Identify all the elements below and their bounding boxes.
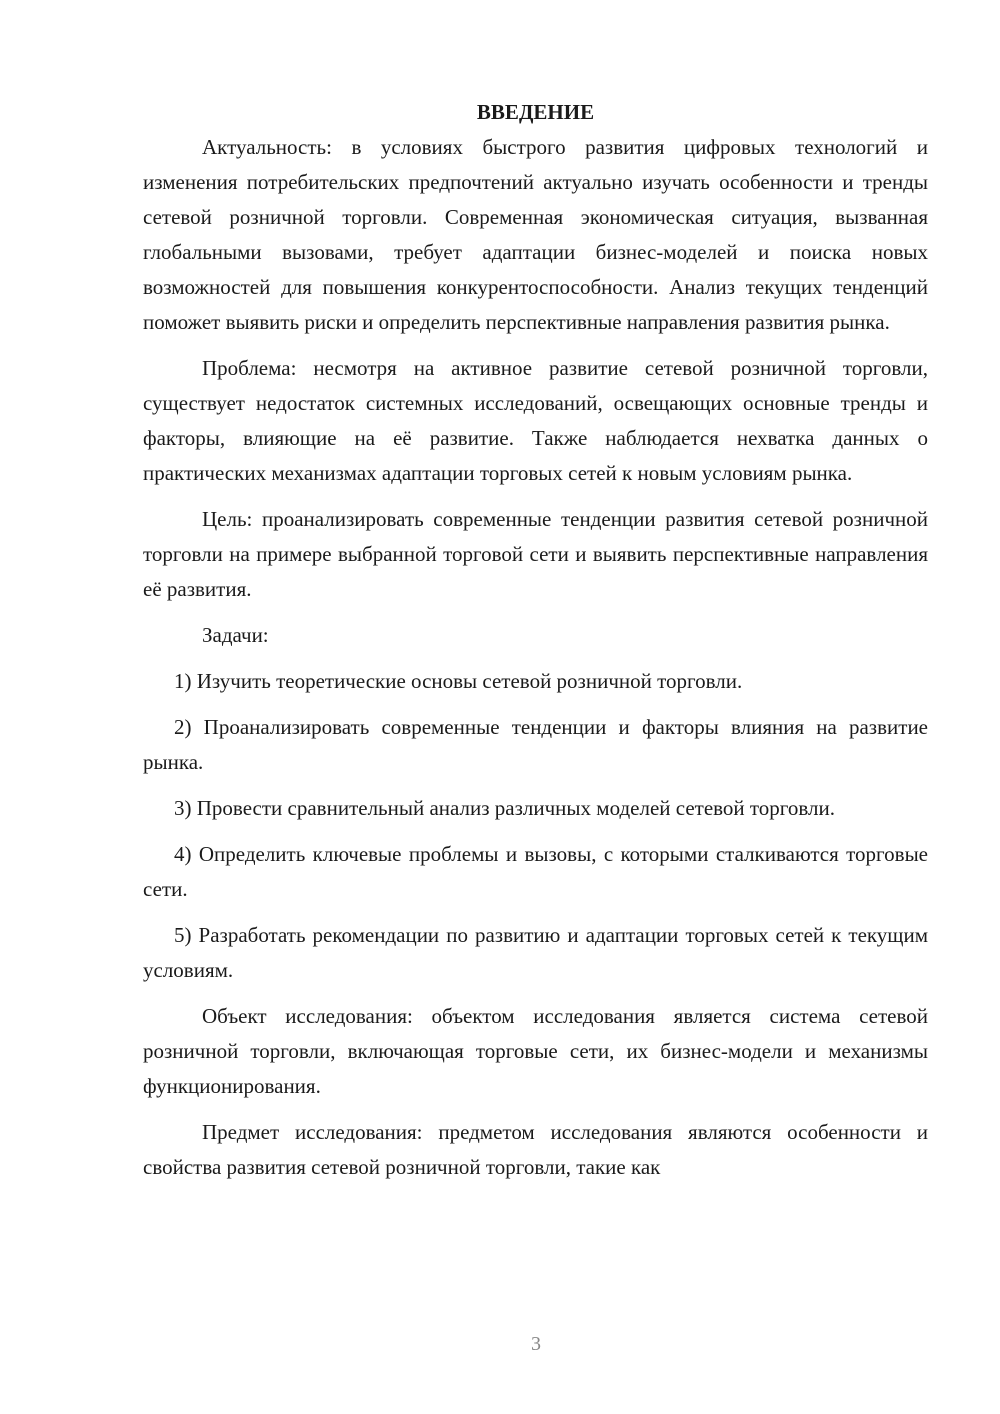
problem-paragraph: Проблема: несмотря на активное развитие сетевой розничной торговли, существует недостаток системных исследований, освещающих основные тренды и факторы, влияющие на её развитие. Также наблюдается нехватка данных о практических механизмах адаптации торговых сетей к новым условиям рынка. xyxy=(143,356,928,485)
subject-paragraph: Предмет исследования: предметом исследования являются особенности и свойства развития сетевой розничной торговли, такие как xyxy=(143,1120,928,1179)
task-item-2: 2) Проанализировать современные тенденции и факторы влияния на развитие рынка. xyxy=(143,715,928,774)
relevance-paragraph: Актуальность: в условиях быстрого развития цифровых технологий и изменения потребительских предпочтений актуально изучать особенности и тренды сетевой розничной торговли. Современная экономическая ситуация, вызванная глобальными вызовами, требует адаптации бизнес-моделей и поиска новых возможностей для повышения конкурентоспособности. Анализ текущих тенденций поможет выявить риски и определить перспективные направления развития рынка. xyxy=(143,135,928,334)
task-item-3: 3) Провести сравнительный анализ различных моделей сетевой торговли. xyxy=(174,796,836,820)
goal-paragraph: Цель: проанализировать современные тенденции развития сетевой розничной торговли на примере выбранной торговой сети и выявить перспективные направления её развития. xyxy=(143,507,928,601)
object-paragraph: Объект исследования: объектом исследования является система сетевой розничной торговли, включающая торговые сети, их бизнес-модели и механизмы функционирования. xyxy=(143,1004,928,1098)
section-title: ВВЕДЕНИЕ xyxy=(476,100,595,124)
tasks-heading: Задачи: xyxy=(202,623,269,647)
task-item-1: 1) Изучить теоретические основы сетевой розничной торговли. xyxy=(174,669,743,693)
page-content xyxy=(143,95,928,1196)
task-item-5: 5) Разработать рекомендации по развитию и адаптации торговых сетей к текущим условиям. xyxy=(143,923,928,982)
task-item-4: 4) Определить ключевые проблемы и вызовы, с которыми сталкиваются торговые сети. xyxy=(143,842,928,901)
page-number: 3 xyxy=(531,1333,541,1355)
